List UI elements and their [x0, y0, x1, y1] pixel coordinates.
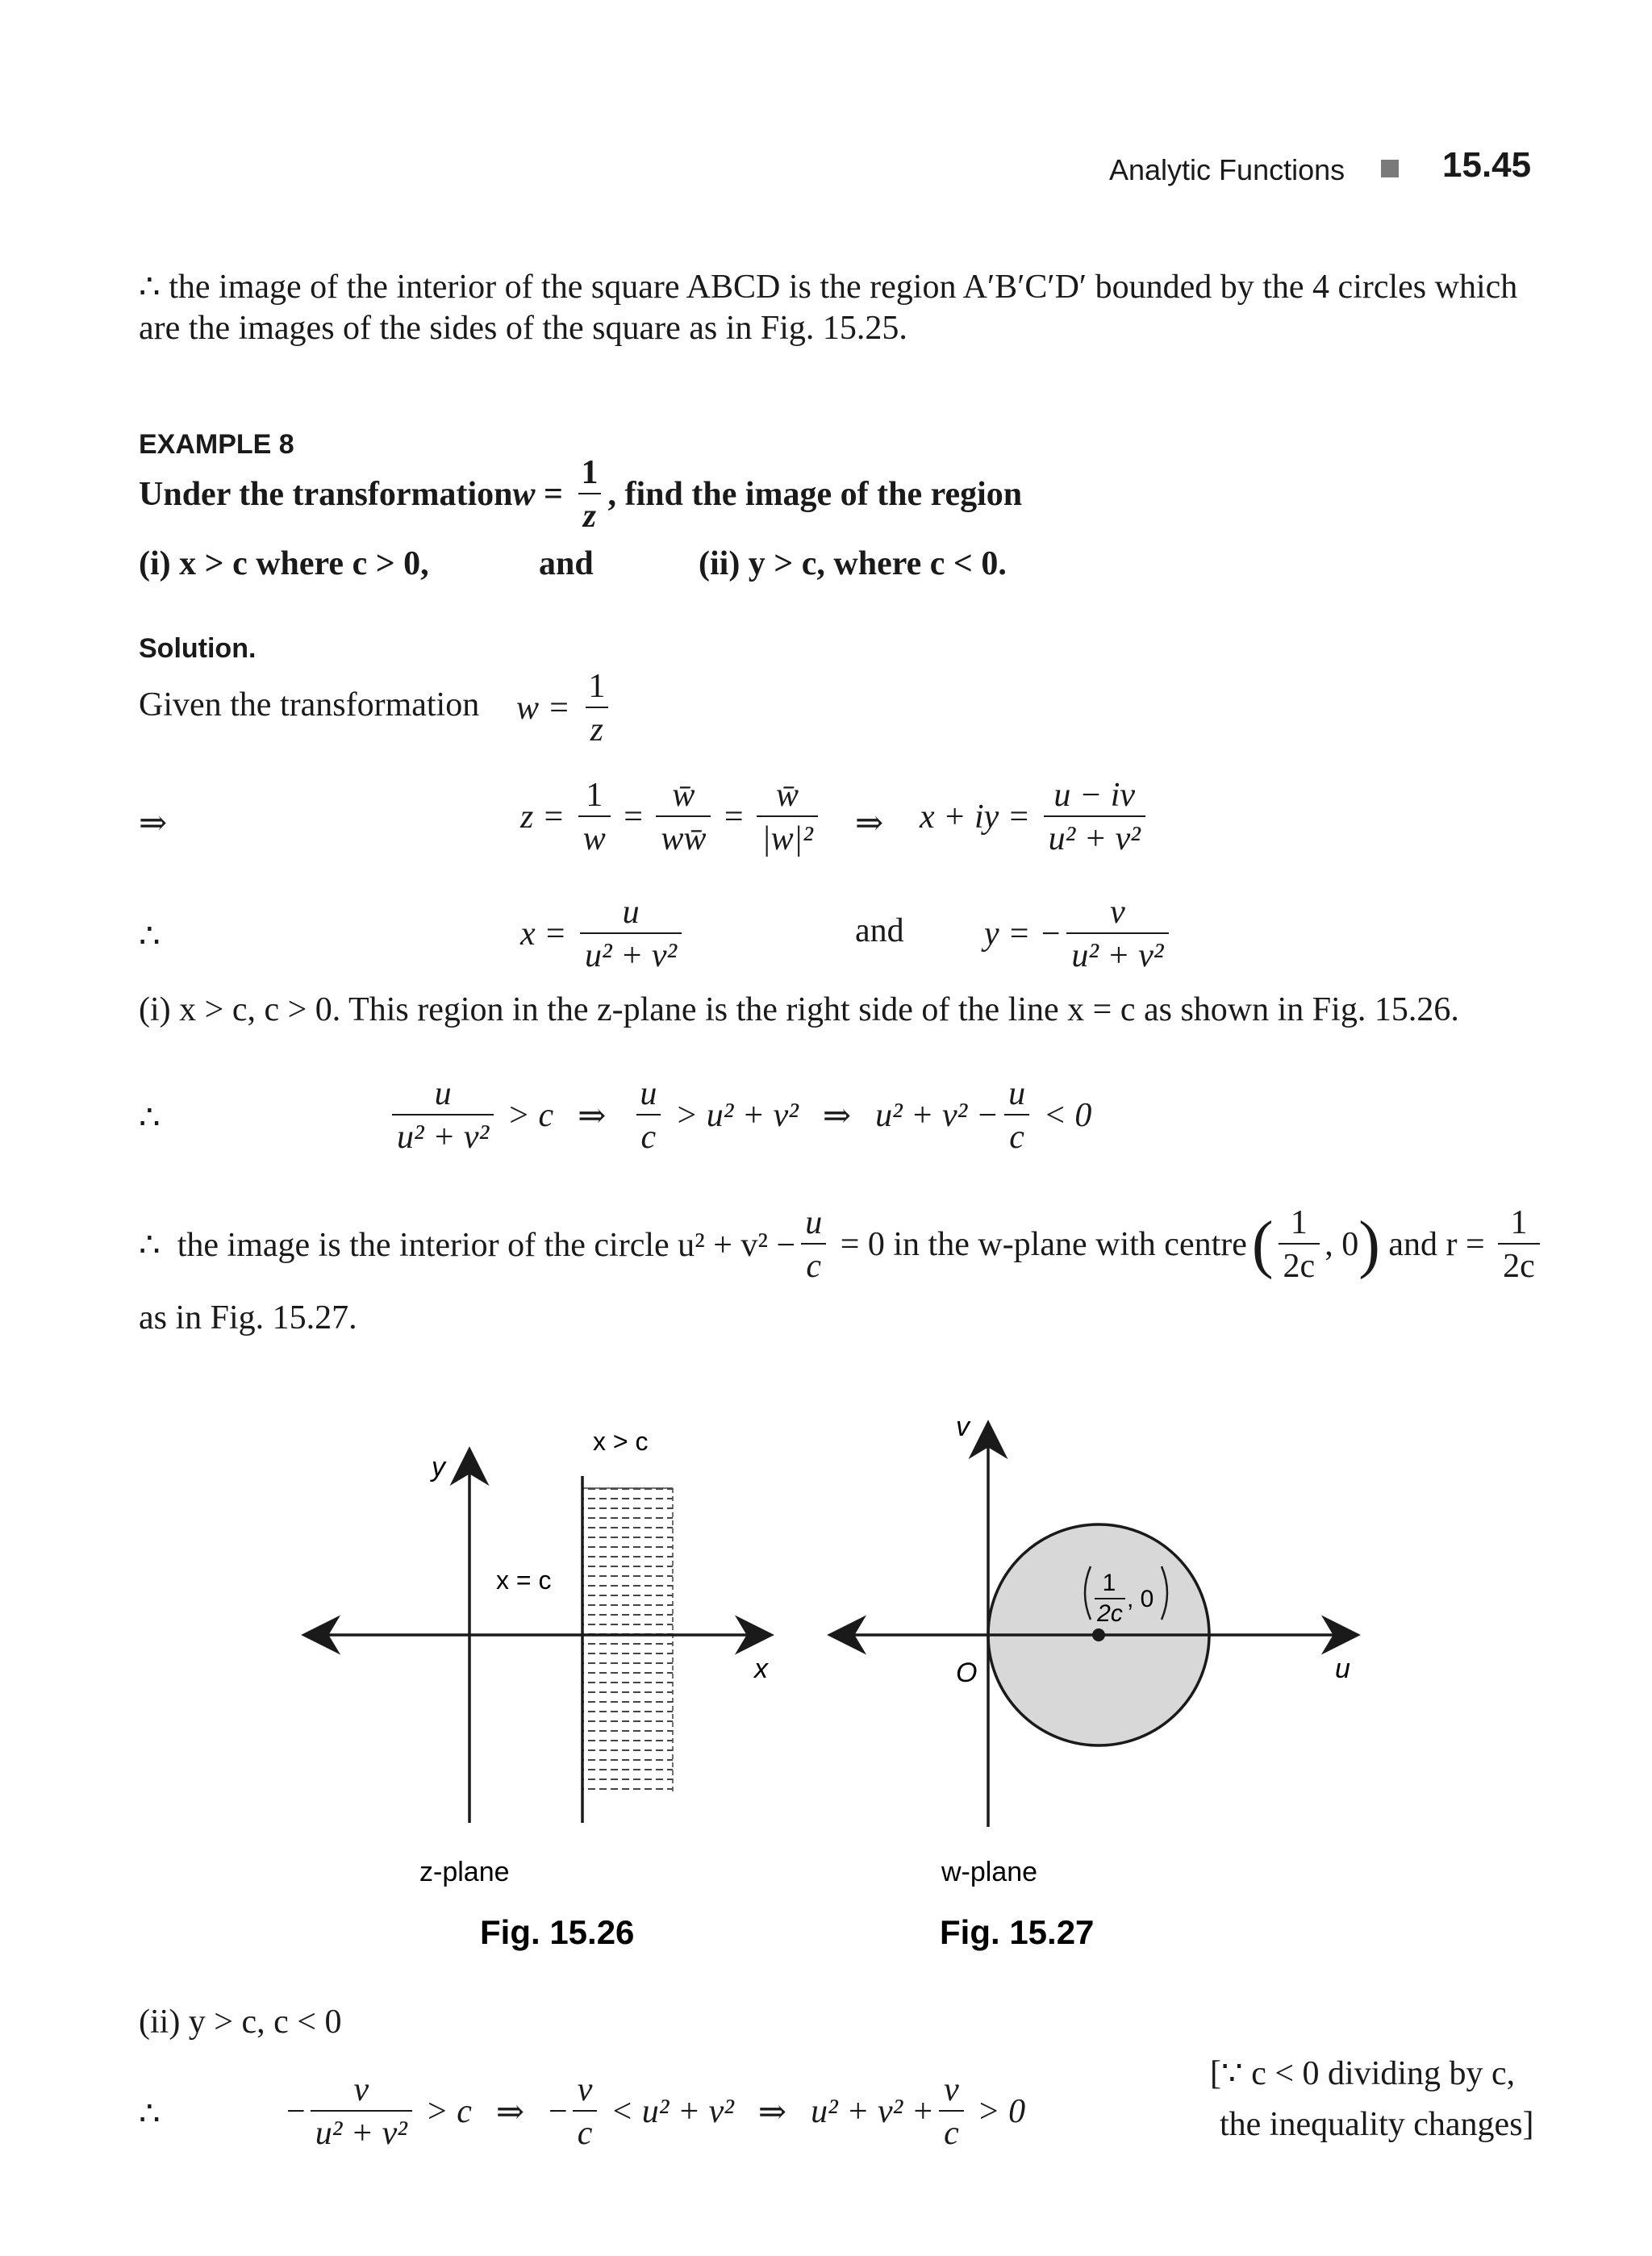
ineq-ii-implies-2: ⇒	[757, 2094, 787, 2131]
eq-z	[520, 778, 823, 856]
header-square-icon	[1381, 160, 1399, 177]
eq-z-frac-2	[656, 778, 711, 856]
example-part-i: (i) x > c where c > 0,	[139, 545, 429, 582]
example-statement	[139, 456, 1022, 533]
radius-num: 1	[1510, 1204, 1528, 1241]
eq-z-d1: w	[578, 815, 611, 856]
given-equation	[516, 669, 615, 747]
ineq-ii-mid: < u² + v²	[602, 2093, 734, 2130]
eq-z-eq-2: =	[715, 799, 753, 836]
given-frac-num: 1	[588, 668, 606, 705]
centre-frac	[1279, 1206, 1320, 1283]
paren-close: )	[1358, 1209, 1380, 1280]
eq-y-num: v	[1110, 894, 1125, 931]
and-word: and	[855, 912, 904, 949]
eq-y	[984, 895, 1174, 973]
eq-x-num: u	[622, 894, 640, 931]
ineq-ii-frac-2	[573, 2073, 598, 2150]
fig26-label-line: x = c	[496, 1566, 552, 1595]
image-text-c: and r =	[1379, 1226, 1494, 1263]
stmt-frac-num: 1	[581, 454, 599, 491]
figures-svg	[0, 1387, 1652, 1968]
eq-xiy-num: u − iv	[1053, 777, 1136, 814]
solution-heading: Solution.	[139, 633, 257, 664]
implies-1: ⇒	[139, 805, 168, 842]
fig-15-26	[305, 1427, 770, 1951]
fig27-centre-num: 1	[1102, 1570, 1116, 1596]
fig27-plane: w-plane	[941, 1857, 1038, 1887]
eq-y-frac	[1066, 895, 1168, 973]
fig26-label-region: x > c	[593, 1427, 649, 1456]
ineq-i-end: < 0	[1035, 1097, 1092, 1134]
eq-z-d2: ww̄	[656, 815, 711, 856]
eq-z-frac-3	[757, 778, 818, 856]
ineq-i-den1: u² + v²	[392, 1114, 494, 1154]
eq-z-d3: |w|²	[757, 815, 818, 856]
fig26-caption: Fig. 15.26	[480, 1913, 635, 1951]
given-fraction	[583, 669, 610, 747]
image-text-b: = 0 in the w-plane with centre	[832, 1226, 1247, 1263]
fig27-caption: Fig. 15.27	[940, 1913, 1095, 1951]
fig27-centre-den: 2c	[1097, 1600, 1123, 1627]
image-line-2: as in Fig. 15.27.	[139, 1299, 357, 1337]
therefore-2: ∴	[139, 1099, 161, 1136]
eq-xiy-lhs: x + iy =	[920, 799, 1039, 836]
radius-frac	[1498, 1206, 1540, 1283]
ineq-ii	[286, 2073, 1025, 2150]
therefore-1: ∴	[139, 918, 161, 955]
eq-x	[520, 895, 686, 973]
ineq-ii-num2: v	[577, 2071, 593, 2108]
ineq-ii-num3: v	[944, 2071, 959, 2108]
fig-15-27	[831, 1412, 1357, 1951]
eq-xiy-frac	[1044, 778, 1145, 856]
eq-xiy-den: u² + v²	[1044, 815, 1145, 856]
ineq-i-gt: > c	[499, 1097, 554, 1134]
ineq-i-implies-2: ⇒	[822, 1098, 852, 1135]
note-line-2: the inequality changes]	[1220, 2106, 1534, 2143]
implies-2: ⇒	[855, 805, 884, 842]
eq-z-n2: w̄	[672, 777, 695, 814]
example-heading: EXAMPLE 8	[139, 429, 294, 460]
ineq-ii-end: > 0	[968, 2093, 1026, 2130]
image-num: u	[805, 1204, 823, 1241]
ineq-i-mid: > u² + v²	[666, 1097, 799, 1134]
image-frac	[800, 1206, 827, 1283]
intro-line-1: ∴ the image of the interior of the square ABCD is the region A′B′C′D′ bounded by the 4 circles which	[139, 269, 1518, 306]
eq-xiy	[920, 778, 1150, 856]
ineq-ii-lhs3: u² + v² +	[811, 2093, 935, 2130]
fig27-label-v: v	[956, 1412, 970, 1442]
fig26-label-x: x	[754, 1653, 768, 1684]
stmt-text-a: Under the transformation	[139, 476, 513, 513]
eq-z-frac-1	[578, 778, 611, 856]
stmt-text-b: , find the image of the region	[607, 476, 1023, 513]
note-line-1: [∵ c < 0 dividing by c,	[1210, 2055, 1516, 2092]
ineq-i-lhs3: u² + v² −	[875, 1097, 999, 1134]
given-text: Given the transformation	[139, 686, 480, 724]
ineq-i-num3: u	[1008, 1075, 1026, 1112]
example-part-ii: (ii) y > c, where c < 0.	[699, 545, 1007, 582]
case-i-text: (i) x > c, c > 0. This region in the z-plane is the right side of the line x = c as shown in Fig. 15.26.	[139, 991, 1459, 1028]
image-statement	[139, 1206, 1545, 1283]
ineq-ii-num1: v	[353, 2071, 369, 2108]
stmt-fraction	[576, 456, 603, 533]
ineq-i-frac-1	[392, 1077, 494, 1154]
fig26-plane: z-plane	[419, 1857, 510, 1887]
image-text-a: ∴ the image is the interior of the circle u² + v² −	[139, 1227, 796, 1264]
fig26-label-y: y	[432, 1452, 445, 1482]
eq-z-eq-1: =	[615, 799, 652, 836]
eq-z-lhs: z =	[520, 799, 574, 836]
ineq-i-frac-2	[635, 1077, 661, 1154]
ineq-i-num2: u	[640, 1075, 657, 1112]
example-part-and: and	[539, 545, 594, 582]
eq-y-lhs: y = −	[984, 915, 1062, 953]
ineq-i-den3: c	[1004, 1114, 1029, 1154]
fig27-centre-tail: , 0	[1127, 1586, 1154, 1612]
ineq-ii-den3: c	[939, 2110, 964, 2150]
ineq-ii-implies-1: ⇒	[495, 2094, 525, 2131]
radius-den: 2c	[1498, 1243, 1540, 1283]
eq-x-den: u² + v²	[580, 932, 682, 973]
therefore-3: ∴	[139, 2095, 161, 2133]
ineq-ii-den1: u² + v²	[311, 2110, 412, 2150]
region-x-gt-c	[582, 1488, 673, 1795]
ineq-ii-minus-2: −	[549, 2093, 568, 2130]
stmt-eq: =	[535, 476, 572, 513]
ineq-i	[387, 1077, 1091, 1154]
ineq-ii-den2: c	[573, 2110, 598, 2150]
paren-open: (	[1251, 1209, 1274, 1280]
ineq-ii-frac-1	[311, 2073, 412, 2150]
ineq-i-implies-1: ⇒	[578, 1098, 607, 1135]
ineq-i-num1: u	[434, 1075, 452, 1112]
ineq-i-den2: c	[636, 1114, 661, 1154]
fig27-label-origin: O	[956, 1658, 978, 1688]
ineq-i-frac-3	[1003, 1077, 1030, 1154]
stmt-w: w	[512, 476, 536, 513]
ineq-ii-gt: > c	[416, 2093, 472, 2130]
centre-point	[1092, 1628, 1105, 1641]
chapter-title: Analytic Functions	[1109, 153, 1345, 186]
image-den: c	[801, 1243, 826, 1283]
case-ii-text: (ii) y > c, c < 0	[139, 2004, 342, 2041]
ineq-ii-frac-3	[939, 2073, 964, 2150]
intro-line-2: are the images of the sides of the square as in Fig. 15.25.	[139, 310, 907, 347]
eq-y-den: u² + v²	[1066, 932, 1168, 973]
fig27-label-u: u	[1335, 1653, 1350, 1684]
centre-den: 2c	[1279, 1243, 1320, 1283]
page-number: 15.45	[1442, 145, 1532, 185]
eq-x-lhs: x =	[520, 915, 575, 953]
given-frac-den: z	[586, 707, 608, 747]
ineq-ii-minus-1: −	[286, 2093, 306, 2130]
eq-z-n3: w̄	[775, 777, 799, 814]
eq-x-frac	[580, 895, 682, 973]
centre-num: 1	[1290, 1204, 1308, 1241]
given-lhs: w =	[516, 690, 579, 727]
stmt-frac-den: z	[578, 493, 601, 533]
eq-z-n1: 1	[586, 777, 603, 814]
centre-comma: , 0	[1325, 1226, 1359, 1263]
